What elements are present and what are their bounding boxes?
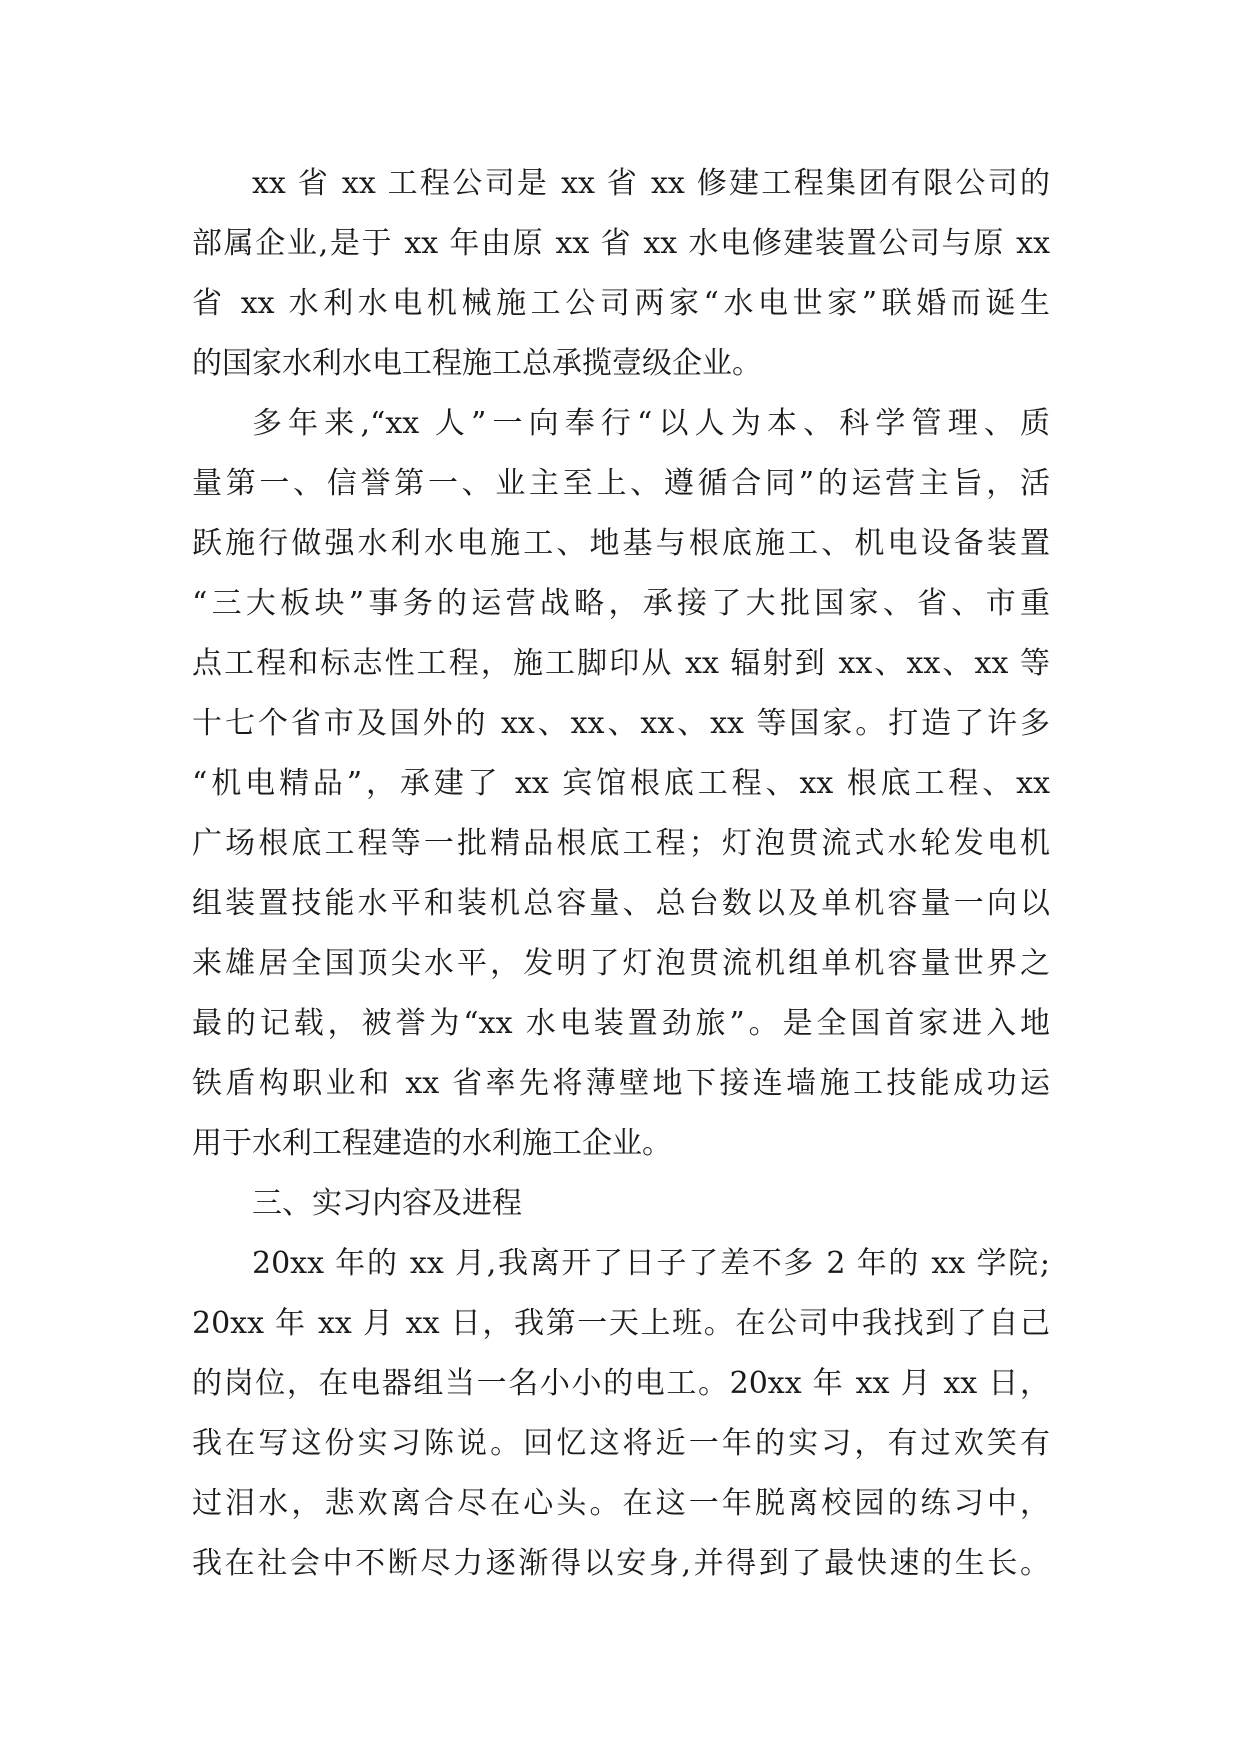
text-line: 广场根底工程等一批精品根底工程；灯泡贯流式水轮发电机	[192, 826, 1050, 861]
text-line: 20xx 年 xx 月 xx 日，我第一天上班。在公司中我找到了自己	[192, 1306, 1050, 1341]
text-line: 省 xx 水利水电机械施工公司两家“水电世家”联婚而诞生	[192, 286, 1050, 321]
paragraph-internship	[192, 1234, 1050, 1594]
text-line: 跃施行做强水利水电施工、地基与根底施工、机电设备装置	[192, 526, 1050, 561]
paragraph-company-history	[192, 394, 1050, 1174]
text-line: 点工程和标志性工程，施工脚印从 xx 辐射到 xx、xx、xx 等	[192, 646, 1050, 681]
text-line: 我在写这份实习陈说。回忆这将近一年的实习，有过欢笑有	[192, 1426, 1050, 1461]
section-heading	[192, 1174, 1050, 1234]
text-line: 量第一、信誉第一、业主至上、遵循合同”的运营主旨，活	[192, 466, 1050, 501]
text-line: 用于水利工程建造的水利施工企业。	[192, 1126, 672, 1161]
text-line: 部属企业,是于 xx 年由原 xx 省 xx 水电修建装置公司与原 xx	[192, 226, 1050, 261]
text-line: 的国家水利水电工程施工总承揽壹级企业。	[192, 346, 762, 381]
text-line: 过泪水，悲欢离合尽在心头。在这一年脱离校园的练习中，	[192, 1486, 1050, 1521]
text-line: 铁盾构职业和 xx 省率先将薄壁地下接连墙施工技能成功运	[192, 1066, 1050, 1101]
text-line: 组装置技能水平和装机总容量、总台数以及单机容量一向以	[192, 886, 1050, 921]
text-line: 来雄居全国顶尖水平，发明了灯泡贯流机组单机容量世界之	[192, 946, 1050, 981]
text-line: 我在社会中不断尽力逐渐得以安身,并得到了最快速的生长。	[192, 1546, 1050, 1581]
text-line: 最的记载，被誉为“xx 水电装置劲旅”。是全国首家进入地	[192, 1006, 1050, 1041]
text-line: “三大板块”事务的运营战略，承接了大批国家、省、市重	[192, 586, 1050, 621]
text-line: “机电精品”，承建了 xx 宾馆根底工程、xx 根底工程、xx	[192, 766, 1050, 801]
text-line: 的岗位，在电器组当一名小小的电工。20xx 年 xx 月 xx 日，	[192, 1366, 1050, 1401]
text-line: 20xx 年的 xx 月,我离开了日子了差不多 2 年的 xx 学院;	[252, 1246, 1050, 1281]
section-heading-text: 三、实习内容及进程	[252, 1186, 522, 1221]
document-body	[192, 154, 1050, 1594]
paragraph-company-intro	[192, 154, 1050, 394]
text-line: xx 省 xx 工程公司是 xx 省 xx 修建工程集团有限公司的	[252, 166, 1050, 201]
text-line: 多年来,“xx 人”一向奉行“以人为本、科学管理、质	[252, 406, 1050, 441]
text-line: 十七个省市及国外的 xx、xx、xx、xx 等国家。打造了许多	[192, 706, 1050, 741]
